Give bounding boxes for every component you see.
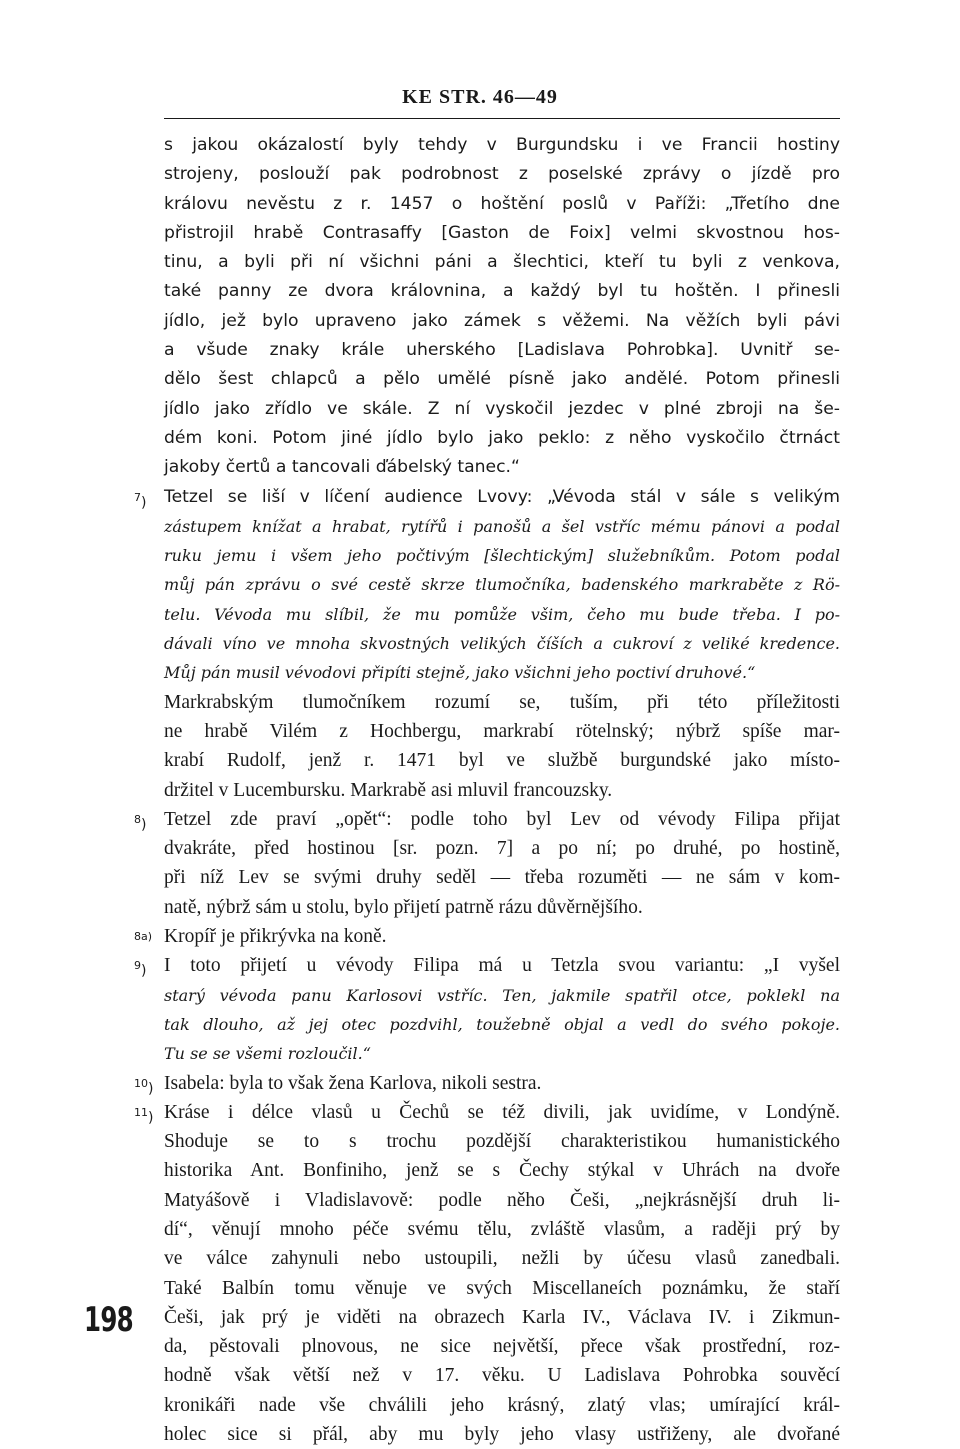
- text-line: I toto přijetí u vévody Filipa má u Tetzla svou variantu: „I vyšel: [164, 955, 840, 977]
- text-line: Isabela: byla to však žena Karlova, nikoli sestra.: [164, 1072, 542, 1094]
- quoted-line: ruku jemu i všem jeho počtivým [šlechtickým] služebníkům. Potom podal: [164, 546, 840, 566]
- running-head: KE STR. 46—49: [402, 86, 558, 108]
- footnote-11: [134, 1098, 840, 1449]
- text-line: kronikáři nade vše chválili jeho krásný, zlatý vlas; umírající král-: [164, 1394, 840, 1416]
- quoted-line: Tu se se všemi rozloučil.“: [164, 1044, 371, 1064]
- footnote-marker: $^7$): [134, 490, 147, 511]
- text-line: ve válce zahynuli nebo ustoupili, nežli by účesu vlasů zanedbali.: [164, 1248, 840, 1270]
- page-number: 198: [84, 1300, 133, 1340]
- footnote-marker: $^{11}$): [134, 1105, 154, 1126]
- quoted-line: starý vévoda panu Karlosovi vstříc. Ten, jakmile spatřil otce, poklekl na: [164, 985, 840, 1005]
- continued-paragraph: [134, 131, 840, 483]
- text-line: také panny ze dvora královnina, a každý byl tu hoštěn. I přinesli: [164, 281, 840, 302]
- text-line: při níž Lev se svými druhy seděl — třeba rozuměti — ne sám v kom-: [164, 867, 840, 889]
- text-line: jídlo, jež bylo upraveno jako zámek s věžemi. Na věžích byli pávi: [164, 310, 840, 331]
- text-line: jídlo jako zřídlo ve skále. Z ní vyskočil jezdec v plné zbroji na še-: [164, 398, 840, 419]
- text-line: dí“, věnují mnoho péče svému tělu, zvláště vlasům, a raději prý by: [164, 1218, 840, 1240]
- text-line: Markrabským tlumočníkem rozumí se, tuším, při této příležitosti: [164, 691, 840, 713]
- text-line: krabí Rudolf, jenž r. 1471 byl ve službě burgundské jako místo-: [164, 750, 840, 772]
- text-line: holec sice si přál, aby mu byly jeho vlasy ustřiženy, ale dvořané: [164, 1424, 840, 1446]
- footnote-9: [134, 951, 840, 1068]
- quoted-line: telu. Vévoda mu slíbil, že mu pomůže všim, čeho mu bude třeba. I po-: [164, 604, 840, 624]
- text-line: dvakráte, před hostinou [sr. pozn. 7] a po ní; po druhé, po hostině,: [164, 838, 840, 860]
- text-line: Kráse i délce vlasů u Čechů se též divili, jak uvidíme, v Londýně.: [164, 1101, 840, 1123]
- footnote-10: [134, 1069, 840, 1098]
- text-line: historika Ant. Bonfiniho, jenž se s Čechy stýkal v Uhrách na dvoře: [164, 1160, 840, 1182]
- text-line: dělo šest chlapců a pělo umělé písně jako andělé. Potom přinesli: [164, 369, 840, 390]
- footnote-marker: $^9$): [134, 959, 147, 980]
- quoted-line: můj pán zprávu o své cestě skrze tlumočníka, badenského markraběte z Rö-: [164, 575, 840, 595]
- quoted-line: Můj pán musil vévodovi připíti stejně, jako všichni jeho poctiví druhové.“: [164, 663, 756, 683]
- text-line: tinu, a byli při ní všichni páni a šlechtici, kteří tu byli z venkova,: [164, 252, 840, 273]
- text-line: Kropíř je přikrývka na koně.: [164, 926, 387, 948]
- quoted-line: zástupem knížat a hrabat, rytířů i panošů a šel vstříc mému pánovi a podal: [164, 516, 840, 536]
- footnote-marker: $^8$): [134, 812, 147, 833]
- text-line: Matyášově i Vladislavově: podle něho Češi, „nejkrásnější druh li-: [164, 1189, 840, 1211]
- text-line: da, pěstovali plnovous, ne sice největší, přece však prostřední, roz-: [164, 1336, 840, 1358]
- text-line: přistrojil hrabě Contrasaffy [Gaston de Foix] velmi skvostnou hos-: [164, 222, 840, 243]
- quoted-line: dávali víno ve mnoha skvostných velikých číších a cukroví z veliké kredence.: [164, 634, 840, 654]
- footnote-7: [134, 483, 840, 805]
- footnote-marker: 8a): [134, 930, 153, 944]
- quoted-line: tak dlouho, až jej otec pozdvihl, toužebně objal a vedl do svého pokoje.: [164, 1014, 840, 1034]
- text-line: a všude znaky krále uherského [Ladislava Pohrobka]. Uvnitř se-: [164, 340, 840, 361]
- text-line: Také Balbín tomu věnuje ve svých Miscellaneích poznámku, že staří: [164, 1277, 840, 1299]
- text-line: Tetzel se liší v líčení audience Lvovy: „Vévoda stál v sále s velikým: [164, 486, 840, 507]
- footnote-8a: [134, 922, 840, 951]
- text-line: královu nevěstu z r. 1457 o hoštění poslů v Paříži: „Třetího dne: [164, 193, 840, 214]
- text-line: s jakou okázalostí byly tehdy v Burgundsku i ve Francii hostiny: [164, 135, 840, 155]
- header-rule: [164, 118, 840, 119]
- footnote-8: [134, 805, 840, 922]
- text-line: ne hrabě Vilém z Hochbergu, markrabí rötelnský; nýbrž spíše mar-: [164, 720, 840, 742]
- footnote-marker: $^{10}$): [134, 1076, 154, 1097]
- text-line: Češi, jak prý je viděti na obrazech Karla IV., Václava IV. i Zikmun-: [164, 1306, 840, 1328]
- text-line: Shoduje se to s trochu pozdější charakteristikou humanistického: [164, 1131, 840, 1153]
- text-line: strojeny, poslouží pak podrobnost z poselské zprávy o jízdě pro: [164, 164, 840, 185]
- text-line: natě, nýbrž sám u stolu, bylo přijetí patrně rázu důvěrnějšího.: [164, 896, 643, 918]
- text-line: hodně však větší než v 17. věku. U Ladislava Pohrobka souvěcí: [164, 1365, 840, 1387]
- page-text: [134, 131, 840, 1449]
- text-line: dém koni. Potom jiné jídlo bylo jako peklo: z něho vyskočilo čtrnáct: [164, 427, 840, 448]
- text-line: Tetzel zde praví „opět“: podle toho byl Lev od vévody Filipa přijat: [164, 808, 840, 830]
- text-line: držitel v Lucembursku. Markrabě asi mluvil francouzsky.: [164, 779, 613, 801]
- text-line: jakoby čertů a tancovali ďábelský tanec.“: [164, 457, 520, 478]
